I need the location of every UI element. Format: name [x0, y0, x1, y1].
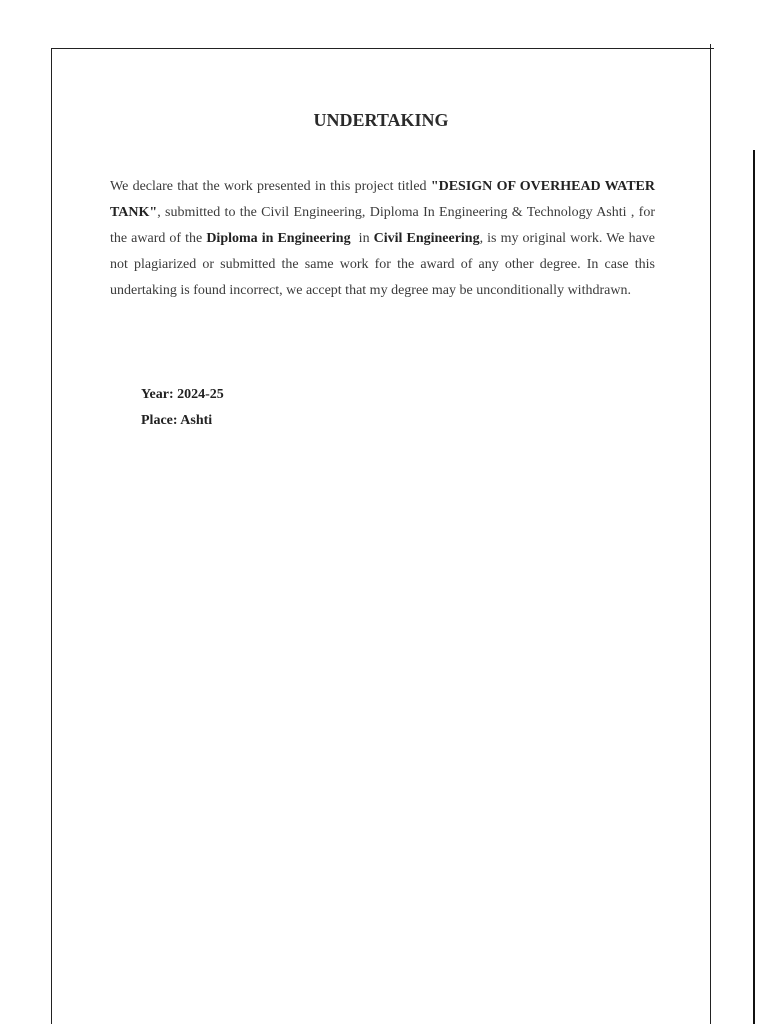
- page-border-left: [51, 48, 52, 1024]
- year-line: Year: 2024-25: [141, 387, 224, 402]
- declaration-paragraph: [110, 174, 655, 304]
- signature-details: [141, 382, 224, 434]
- page-border-corner: [706, 48, 714, 49]
- branch-name: Civil Engineering: [373, 231, 480, 246]
- declaration-text-1: We declare that the work presented in this project titled: [110, 179, 431, 194]
- margin-rule: [753, 150, 755, 1024]
- award-name: Diploma in Engineering: [206, 231, 351, 246]
- declaration-text-4: , is my original work. We have not plagiarized or submitted the same work for the award of any other degree. In case this undertaking is found incorrect, we accept that my degree may be unconditionally withdrawn.: [110, 231, 655, 298]
- page-border-right: [710, 44, 711, 1024]
- page-border-top: [51, 48, 713, 49]
- project-title: "DESIGN OF OVERHEAD WATER TANK": [110, 179, 656, 220]
- declaration-text-3: in: [350, 231, 374, 246]
- declaration-text-2: , submitted to the Civil Engineering, Diploma In Engineering & Technology Ashti , for the award of the: [110, 205, 655, 246]
- page-title: UNDERTAKING: [313, 110, 449, 130]
- place-line: Place: Ashti: [141, 413, 213, 428]
